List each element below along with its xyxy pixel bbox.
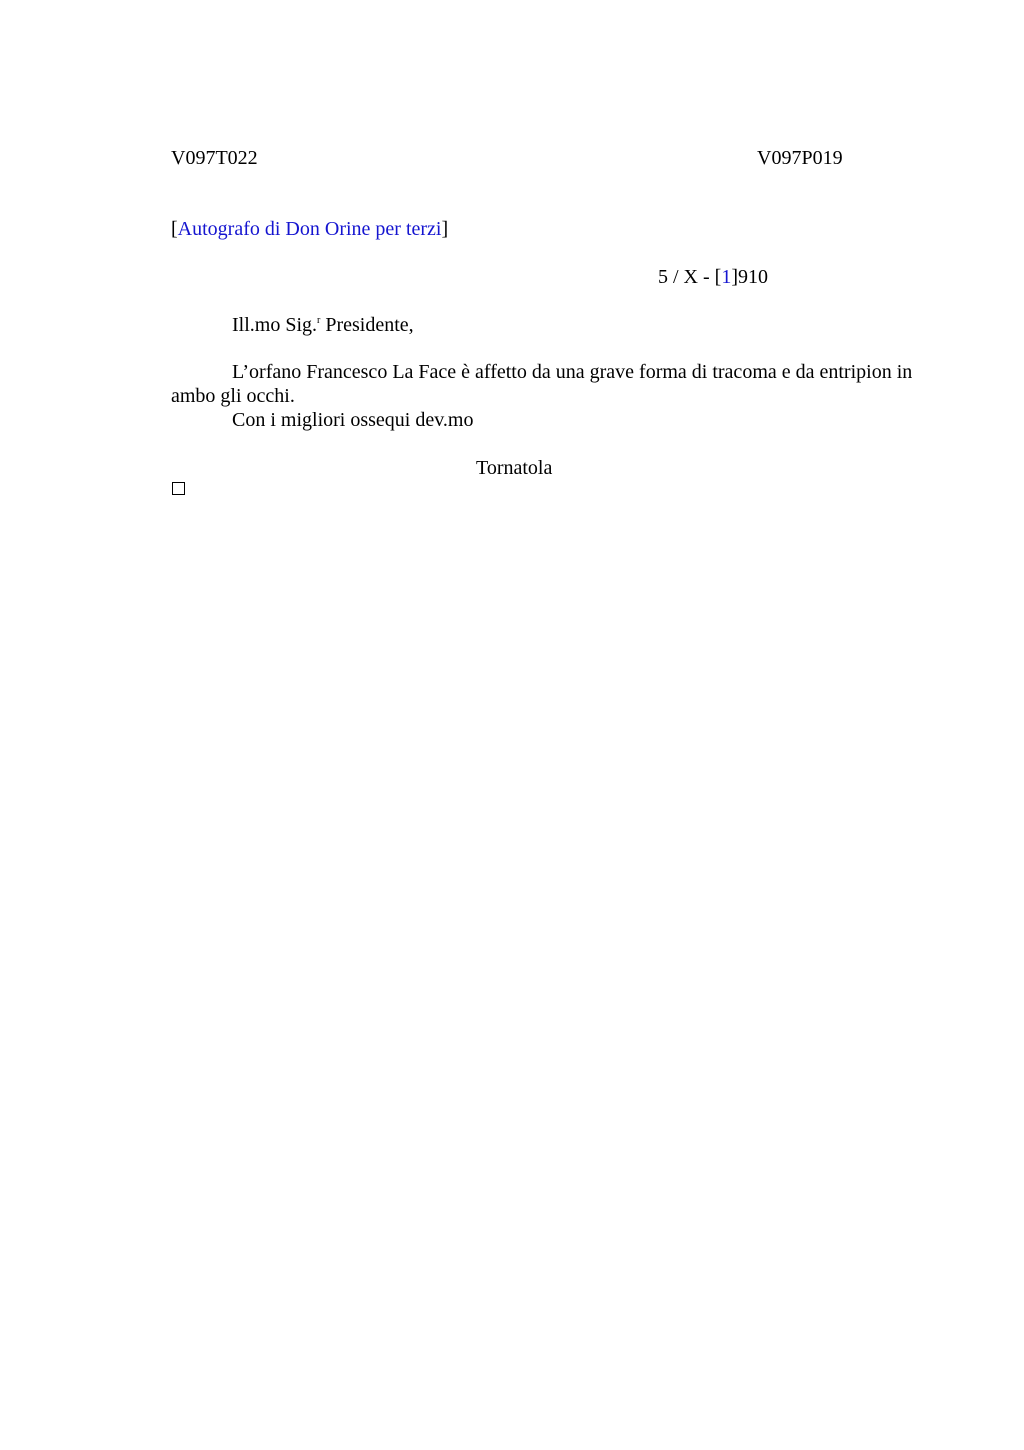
note-text: Autografo di Don Orine per terzi xyxy=(177,218,442,240)
signature: Tornatola xyxy=(476,457,553,479)
document-code-right: V097P019 xyxy=(757,147,843,169)
letter-closing: Con i migliori ossequi dev.mo xyxy=(232,409,474,431)
document-code-left: V097T022 xyxy=(171,147,258,169)
date-prefix: 5 / X - [ xyxy=(658,266,722,288)
end-marker-box xyxy=(172,482,185,495)
letter-body: L’orfano Francesco La Face è affetto da una grave forma di tracoma e da entripion in ambo gli occhi. xyxy=(171,361,913,407)
salutation-superscript: r xyxy=(317,315,321,326)
salutation xyxy=(232,313,414,341)
editorial-note xyxy=(171,217,448,241)
date-inserted-digit: 1 xyxy=(721,266,732,288)
note-open-bracket: [ xyxy=(171,218,178,240)
date-suffix: ]910 xyxy=(731,266,768,288)
letter-date xyxy=(658,265,768,289)
salutation-main: Ill.mo Sig. xyxy=(232,314,318,336)
note-close-bracket: ] xyxy=(441,218,449,240)
salutation-rest: Presidente, xyxy=(320,314,414,336)
